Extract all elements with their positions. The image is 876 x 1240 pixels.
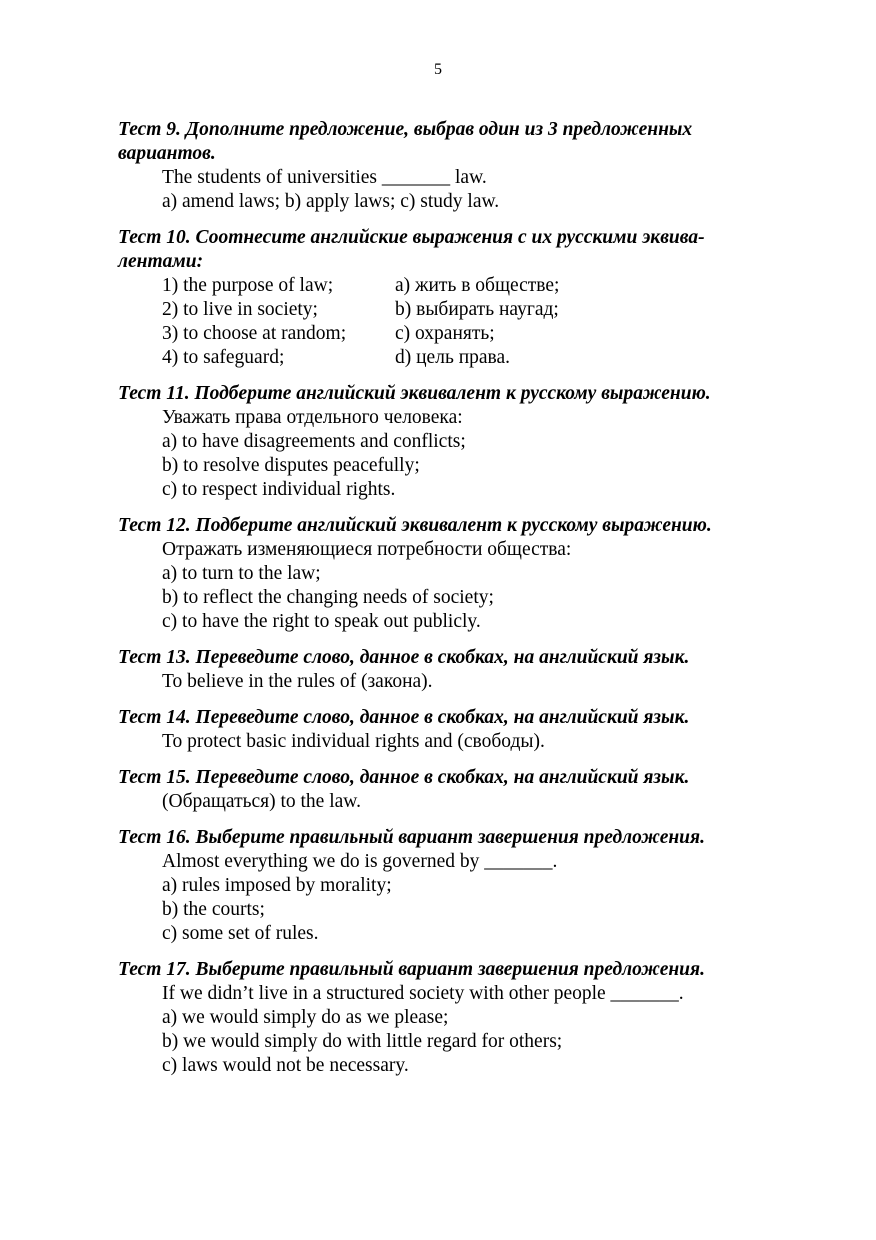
test-13: [118, 646, 756, 694]
test-11-option: a) to have disagreements and conflicts;: [162, 431, 466, 452]
test-9-options: a) amend laws; b) apply laws; c) study law.: [162, 191, 500, 212]
test-10-pair-english: 1) the purpose of law;: [162, 275, 334, 296]
test-9-sentence: The students of universities _______ law.: [162, 167, 487, 188]
test-10-pair: [118, 322, 756, 346]
test-11: [118, 382, 756, 502]
test-10-pair-russian: d) цель права.: [395, 347, 511, 368]
test-13-title: Тест 13. Переведите слово, данное в скобках, на английский язык.: [118, 647, 690, 668]
page-number: 5: [434, 61, 442, 78]
test-16-title: Тест 16. Выберите правильный вариант завершения предложения.: [118, 827, 705, 848]
test-17-option: a) we would simply do as we please;: [162, 1007, 449, 1028]
test-14-title: Тест 14. Переведите слово, данное в скобках, на английский язык.: [118, 707, 690, 728]
test-9-title: [118, 118, 756, 166]
test-16-option: a) rules imposed by morality;: [162, 875, 392, 896]
test-10-pair-russian: c) охранять;: [395, 323, 495, 344]
test-17-title: Тест 17. Выберите правильный вариант завершения предложения.: [118, 959, 705, 980]
test-17-option: c) laws would not be necessary.: [162, 1055, 409, 1076]
test-10-pair-russian: b) выбирать наугад;: [395, 299, 559, 320]
test-14: [118, 706, 756, 754]
test-10: [118, 226, 756, 370]
test-17-option: b) we would simply do with little regard for others;: [162, 1031, 563, 1052]
test-10-pair-english: 4) to safeguard;: [162, 347, 285, 368]
test-11-option: b) to resolve disputes peacefully;: [162, 455, 420, 476]
test-15: [118, 766, 756, 814]
test-12-title: Тест 12. Подберите английский эквивалент к русскому выражению.: [118, 515, 712, 536]
test-15-sentence: (Обращаться) to the law.: [162, 791, 361, 812]
test-16: [118, 826, 756, 946]
test-10-pair: [118, 346, 756, 370]
test-10-title-line-2: лентами:: [118, 251, 204, 272]
test-9: [118, 118, 756, 214]
document-body: [118, 118, 756, 1090]
test-10-pair-english: 2) to live in society;: [162, 299, 318, 320]
test-10-title: [118, 226, 756, 274]
test-14-sentence: To protect basic individual rights and (свободы).: [162, 731, 545, 752]
test-10-pair-russian: a) жить в обществе;: [395, 275, 560, 296]
test-10-pair: [118, 274, 756, 298]
test-12-option: c) to have the right to speak out publicly.: [162, 611, 481, 632]
test-11-prompt: Уважать права отдельного человека:: [162, 407, 463, 428]
test-10-pair: [118, 298, 756, 322]
test-11-title: Тест 11. Подберите английский эквивалент к русскому выражению.: [118, 383, 711, 404]
test-16-option: b) the courts;: [162, 899, 265, 920]
test-11-option: c) to respect individual rights.: [162, 479, 396, 500]
test-12-prompt: Отражать изменяющиеся потребности общества:: [162, 539, 572, 560]
test-17-sentence: If we didn’t live in a structured society with other people _______.: [162, 983, 684, 1004]
test-12-option: a) to turn to the law;: [162, 563, 321, 584]
test-10-title-line-1: Тест 10. Соотнесите английские выражения с их русскими эквива-: [118, 227, 705, 248]
test-16-option: c) some set of rules.: [162, 923, 319, 944]
test-12-option: b) to reflect the changing needs of society;: [162, 587, 494, 608]
test-9-title-line-2: вариантов.: [118, 143, 216, 164]
test-17: [118, 958, 756, 1078]
test-15-title: Тест 15. Переведите слово, данное в скобках, на английский язык.: [118, 767, 690, 788]
test-9-title-line-1: Тест 9. Дополните предложение, выбрав один из 3 предложенных: [118, 119, 693, 140]
test-12: [118, 514, 756, 634]
test-10-pair-english: 3) to choose at random;: [162, 323, 347, 344]
test-13-sentence: To believe in the rules of (закона).: [162, 671, 433, 692]
test-16-sentence: Almost everything we do is governed by _______.: [162, 851, 558, 872]
